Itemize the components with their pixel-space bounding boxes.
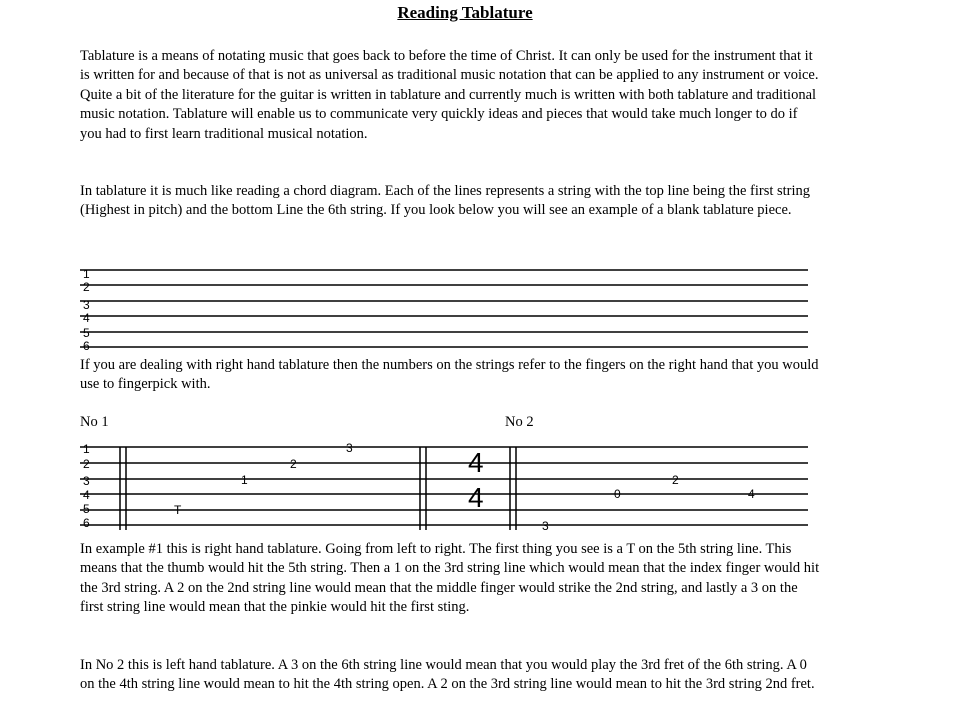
blank-string-number: 6 <box>83 339 90 353</box>
example-string-number: 1 <box>83 442 90 456</box>
example-string-number: 2 <box>83 457 90 471</box>
blank-string-number: 4 <box>83 311 90 325</box>
blank-string-number: 3 <box>83 298 90 312</box>
ex1-note-thumb: T <box>174 503 182 517</box>
time-signature <box>468 447 484 513</box>
example2-label: No 2 <box>505 414 534 430</box>
blank-string-number: 5 <box>83 326 90 340</box>
ex2-note-6th-string: 3 <box>542 519 549 533</box>
example-string-number: 6 <box>83 516 90 530</box>
right-hand-paragraph: If you are dealing with right hand tablature then the numbers on the strings refer to the fingers on the right hand that you would use to fingerpick with. <box>80 357 819 393</box>
ex2-note-4th-string-b: 4 <box>748 487 755 501</box>
example1-label: No 1 <box>80 414 109 430</box>
time-signature-top: 4 <box>468 447 484 478</box>
ex1-note-middle: 2 <box>290 457 297 471</box>
example-string-number: 3 <box>83 474 90 488</box>
page-title: Reading Tablature <box>397 3 533 22</box>
example-string-number: 4 <box>83 488 90 502</box>
ex1-note-pinkie: 3 <box>346 441 353 455</box>
blank-string-number: 2 <box>83 280 90 294</box>
time-signature-bottom: 4 <box>468 482 484 513</box>
ex2-note-3rd-string: 2 <box>672 473 679 487</box>
ex1-note-index: 1 <box>241 473 248 487</box>
blank-string-number: 1 <box>83 267 90 281</box>
ex2-note-4th-string: 0 <box>614 487 621 501</box>
example-string-number: 5 <box>83 502 90 516</box>
chord-diagram-paragraph: In tablature it is much like reading a chord diagram. Each of the lines represents a string with the top line being the first string (Highest in pitch) and the bottom Line the 6th string. If you look below you will see an example of a blank tablature piece. <box>80 183 811 219</box>
example2-explanation: In No 2 this is left hand tablature. A 3 on the 6th string line would mean that you would play the 3rd fret of the 6th string. A 0 on the 4th string line would mean to hit the 4th string open. A 2 on the 3rd string line would mean to hit the 3rd string 2nd fret. <box>80 657 815 693</box>
example1-explanation: In example #1 this is right hand tablature. Going from left to right. The first thing you see is a T on the 5th string line. This means that the thumb would hit the 5th string. Then a 1 on the 3rd string line which would mean that the index finger would hit the 3rd string. A 2 on the 2nd string line would mean that the middle finger would strike the 2nd string, and lastly a 3 on the first string line would mean that the pinkie would hit the first sting. <box>80 541 820 616</box>
example-tab-staff <box>80 441 808 533</box>
intro-paragraph: Tablature is a means of notating music that goes back to before the time of Christ. It can only be used for the instrument that it is written for and because of that is not as universal as traditional music notation that can be applied to any instrument or voice. Quite a bit of the literature for the guitar is written in tablature and currently much is written with both tablature and traditional music notation. Tablature will enable us to communicate very quickly ideas and pieces that would take much longer to do if you had to first learn traditional musical notation. <box>80 48 819 142</box>
blank-tab-staff <box>80 267 808 353</box>
